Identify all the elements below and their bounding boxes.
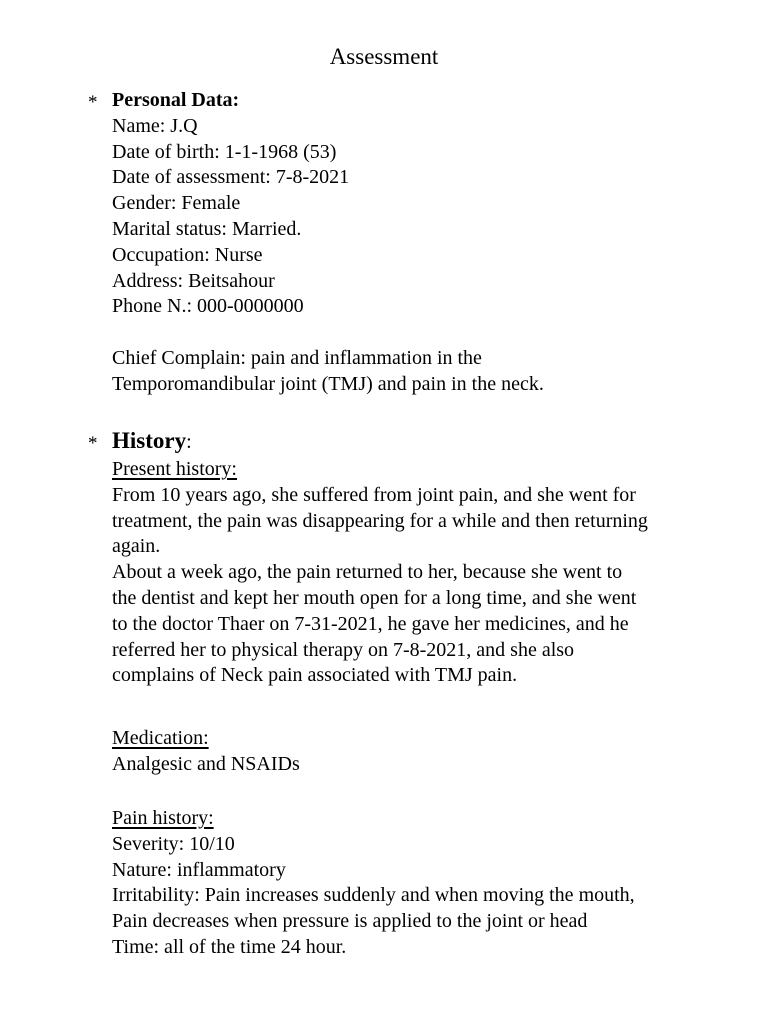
gender-line: Gender: Female: [112, 192, 241, 215]
bullet-personal: *: [88, 92, 98, 113]
medication-label: Medication:: [112, 727, 209, 749]
pain-history-label: Pain history:: [112, 807, 214, 829]
history-heading: [112, 426, 722, 457]
chief-complaint-line-1: Chief Complain: pain and inflammation in the: [112, 346, 482, 369]
nature-line: Nature: inflammatory: [112, 858, 286, 881]
irritability-line-1: Irritability: Pain increases suddenly and when moving the mouth,: [112, 884, 635, 907]
severity-line: Severity: 10/10: [112, 832, 235, 855]
present-history-line: referred her to physical therapy on 7-8-2021, and she also: [112, 638, 575, 661]
chief-complaint-line-2: Temporomandibular joint (TMJ) and pain in the neck.: [112, 372, 544, 395]
present-history-line: From 10 years ago, she suffered from joint pain, and she went for: [112, 483, 636, 506]
present-history-line: to the doctor Thaer on 7-31-2021, he gave her medicines, and he: [112, 612, 629, 635]
occupation-line: Occupation: Nurse: [112, 243, 263, 266]
address-line: Address: Beitsahour: [112, 269, 275, 292]
history-heading-text: History: [112, 428, 187, 453]
dob-line: Date of birth: 1-1-1968 (53): [112, 140, 337, 163]
present-history-line: About a week ago, the pain returned to her, because she went to: [112, 561, 623, 584]
phone-line: Phone N.: 000-0000000: [112, 295, 304, 318]
present-history-line: again.: [112, 535, 161, 558]
spacer: [112, 320, 722, 346]
medication-value: Analgesic and NSAIDs: [112, 752, 300, 775]
bullet-history: *: [88, 433, 98, 454]
name-line: Name: J.Q: [112, 114, 198, 137]
history-heading-colon: :: [186, 431, 192, 453]
present-history-label: Present history:: [112, 458, 237, 480]
irritability-line-2: Pain decreases when pressure is applied to the joint or head: [112, 910, 588, 933]
personal-data-heading: Personal Data:: [112, 89, 240, 111]
document-title: Assessment: [329, 44, 439, 69]
present-history-line: the dentist and kept her mouth open for a long time, and she went: [112, 586, 637, 609]
present-history-line: complains of Neck pain associated with TMJ pain.: [112, 664, 518, 687]
history-section: [112, 426, 722, 689]
time-line: Time: all of the time 24 hour.: [112, 935, 347, 958]
pain-history-section: [112, 806, 722, 961]
present-history-line: treatment, the pain was disappearing for a while and then returning: [112, 509, 648, 532]
marital-status-line: Marital status: Married.: [112, 217, 302, 240]
medication-section: [112, 726, 722, 778]
personal-data-section: [112, 88, 722, 398]
assessment-date-line: Date of assessment: 7-8-2021: [112, 166, 350, 189]
